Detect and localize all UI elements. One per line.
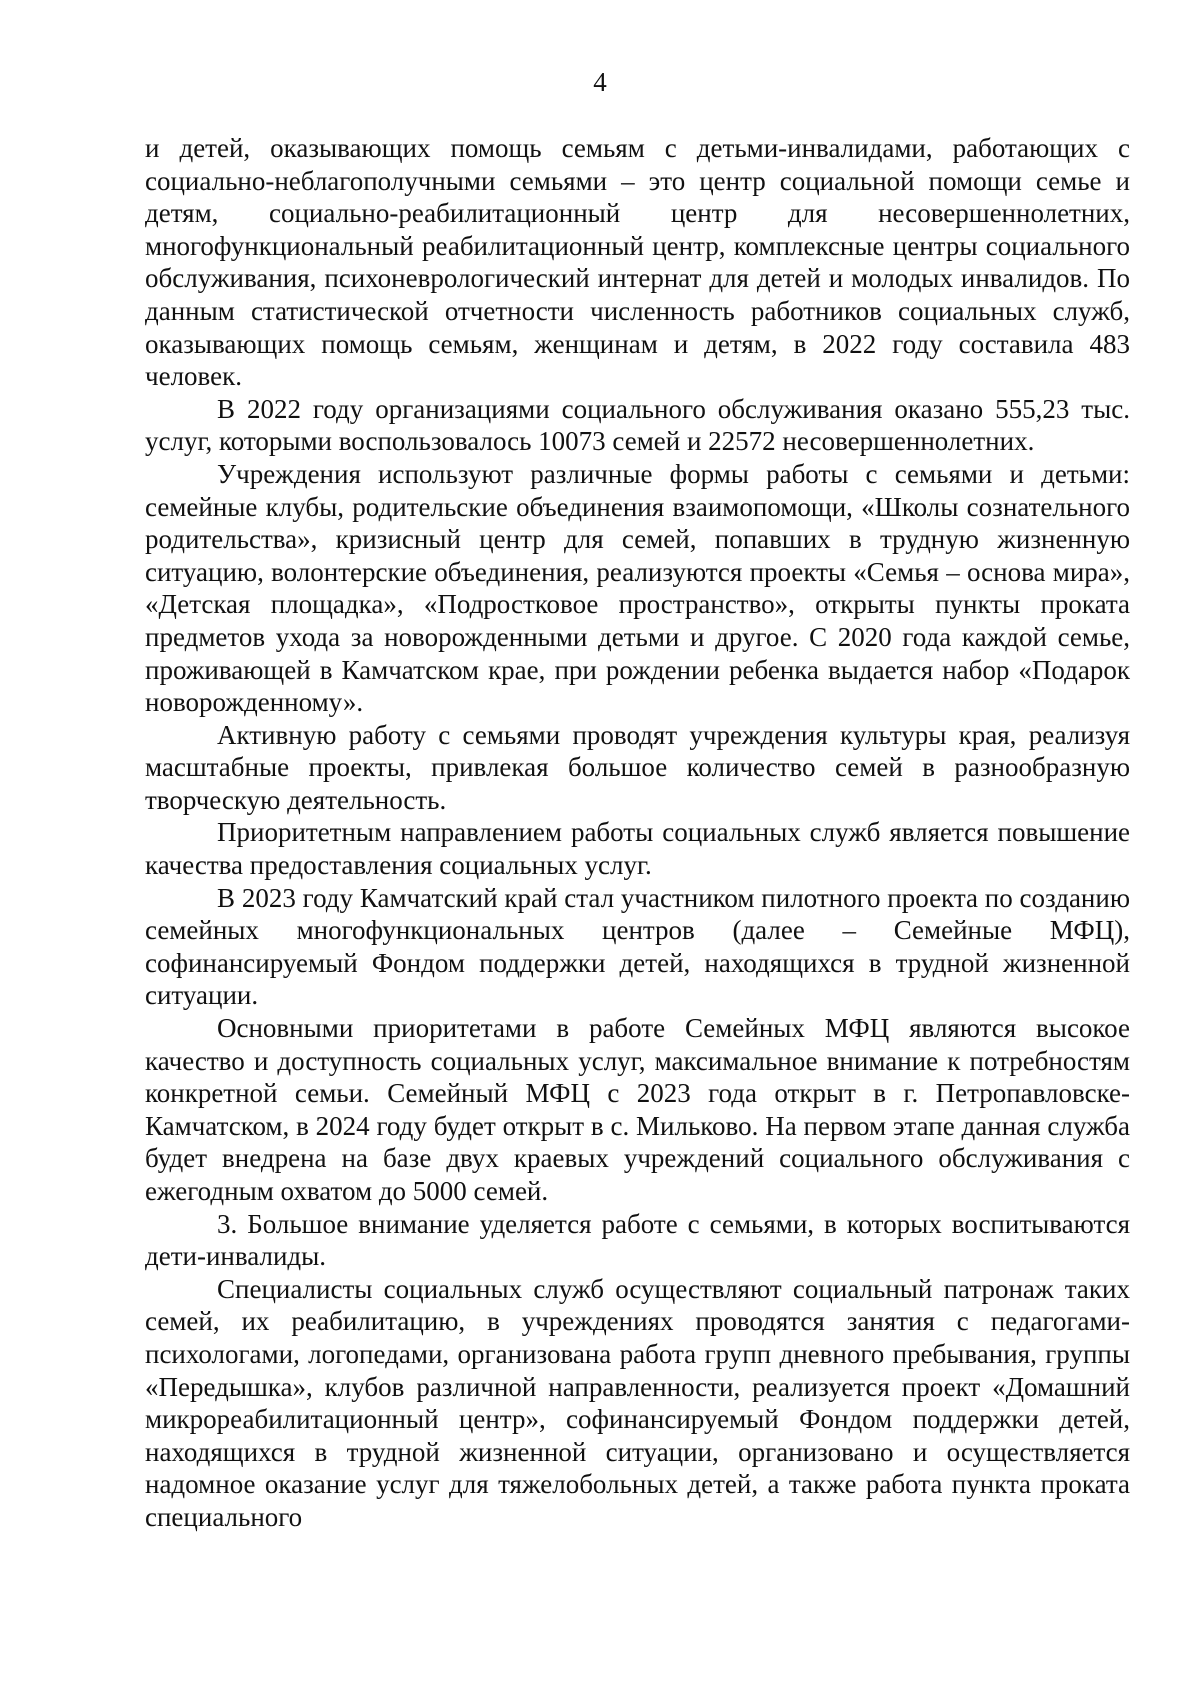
- paragraph-culture: Активную работу с семьями проводят учреждения культуры края, реализуя масштабные проекты, привлекая большое количество семей в разнообразную творческую деятельность.: [145, 719, 1130, 815]
- paragraph-services-2022: В 2022 году организациями социального обслуживания оказано 555,23 тыс. услуг, которыми воспользовалось 10073 семей и 22572 несовершеннолетних.: [145, 393, 1130, 457]
- paragraph-priority: Приоритетным направлением работы социальных служб является повышение качества предоставления социальных услуг.: [145, 817, 1130, 881]
- paragraph-family-mfc: Основными приоритетами в работе Семейных МФЦ являются высокое качество и доступность социальных услуг, максимальное внимание к потребностям конкретной семьи. Семейный МФЦ с 2023 года открыт в г. Петропавловске-Камчатском, в 2024 году будет открыт в с. Мильково. На первом этапе данная служба будет внедрена на базе двух краевых учреждений социального обслуживания с ежегодным охватом до 5000 семей.: [145, 1013, 1130, 1206]
- paragraph-pilot-project: В 2023 году Камчатский край стал участником пилотного проекта по созданию семейных многофункциональных центров (далее – Семейные МФЦ), софинансируемый Фондом поддержки детей, находящихся в трудной жизненной ситуации.: [145, 882, 1130, 1011]
- document-body: [145, 132, 1130, 1534]
- paragraph-section-3: 3. Большое внимание уделяется работе с семьями, в которых воспитываются дети-инвалиды.: [145, 1208, 1130, 1272]
- paragraph-work-forms: Учреждения используют различные формы работы с семьями и детьми: семейные клубы, родительские объединения взаимопомощи, «Школы сознательного родительства», кризисный центр для семей, попавших в трудную жизненную ситуацию, волонтерские объединения, реализуются проекты «Семья – основа мира», «Детская площадка», «Подростковое пространство», открыты пункты проката предметов ухода за новорожденными детьми и другое. С 2020 года каждой семье, проживающей в Камчатском крае, при рождении ребенка выдается набор «Подарок новорожденному».: [145, 458, 1130, 718]
- paragraph-specialists: Специалисты социальных служб осуществляют социальный патронаж таких семей, их реабилитацию, в учреждениях проводятся занятия с педагогами-психологами, логопедами, организована работа групп дневного пребывания, группы «Передышка», клубов различной направленности, реализуется проект «Домашний микрореабилитационный центр», софинансируемый Фондом поддержки детей, находящихся в трудной жизненной ситуации, организовано и осуществляется надомное оказание услуг для тяжелобольных детей, а также работа пункта проката специального: [145, 1273, 1130, 1532]
- page-number: 4: [593, 67, 607, 97]
- paragraph-continuation: и детей, оказывающих помощь семьям с детьми-инвалидами, работающих с социально-неблагополучными семьями – это центр социальной помощи семье и детям, социально-реабилитационный центр для несовершеннолетних, многофункциональный реабилитационный центр, комплексные центры социального обслуживания, психоневрологический интернат для детей и молодых инвалидов. По данным статистической отчетности численность работников социальных служб, оказывающих помощь семьям, женщинам и детям, в 2022 году составила 483 человек.: [145, 133, 1130, 392]
